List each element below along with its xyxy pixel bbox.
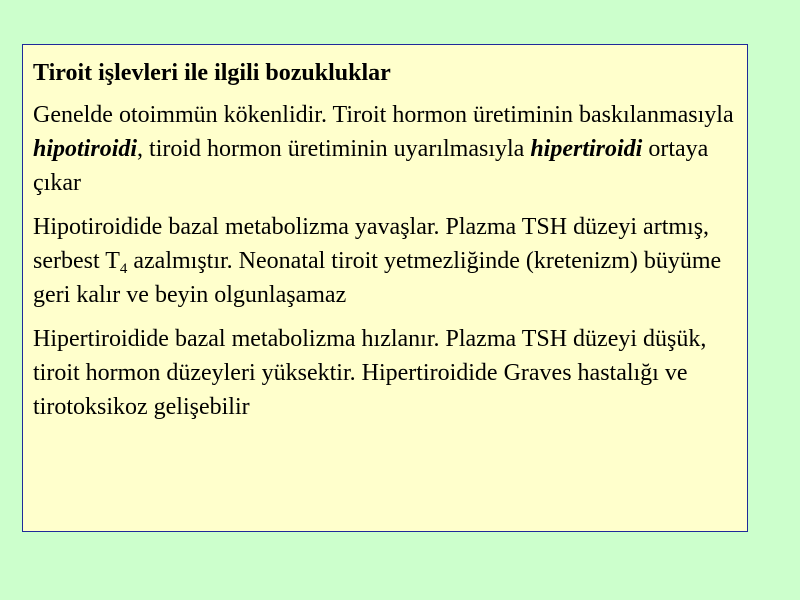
term-hipertiroidi: hipertiroidi: [530, 136, 643, 162]
slide-title: Tiroit işlevleri ile ilgili bozukluklar: [33, 60, 391, 86]
paragraph-hypothyroidism-text-2: azalmıştır. Neonatal tiroit yetmezliğinde (kretenizm) büyüme geri kalır ve beyin olgunlaşamaz: [33, 248, 722, 308]
paragraph-autoimmune-text-2: , tiroid hormon üretiminin uyarılmasıyla: [137, 136, 531, 162]
paragraph-autoimmune-text-1: Genelde otoimmün kökenlidir. Tiroit hormon üretiminin baskılanmasıyla: [33, 102, 734, 128]
text-box: [22, 44, 748, 532]
t4-subscript: 4: [119, 261, 128, 277]
paragraph-autoimmune-text-3: ortaya çıkar: [33, 136, 709, 196]
term-hipotiroidi: hipotiroidi: [33, 136, 138, 162]
paragraph-autoimmune: [33, 98, 739, 200]
paragraph-hypothyroidism-text-1: Hipotiroidide bazal metabolizma yavaşlar. Plazma TSH düzeyi artmış, serbest T: [33, 214, 710, 274]
paragraph-hypothyroidism: [33, 210, 739, 312]
paragraph-hyperthyroidism: Hipertiroidide bazal metabolizma hızlanır. Plazma TSH düzeyi düşük, tiroit hormon düzeyleri yüksektir. Hipertiroidide Graves hastalığı ve tirotoksikoz gelişebilir: [33, 326, 707, 420]
